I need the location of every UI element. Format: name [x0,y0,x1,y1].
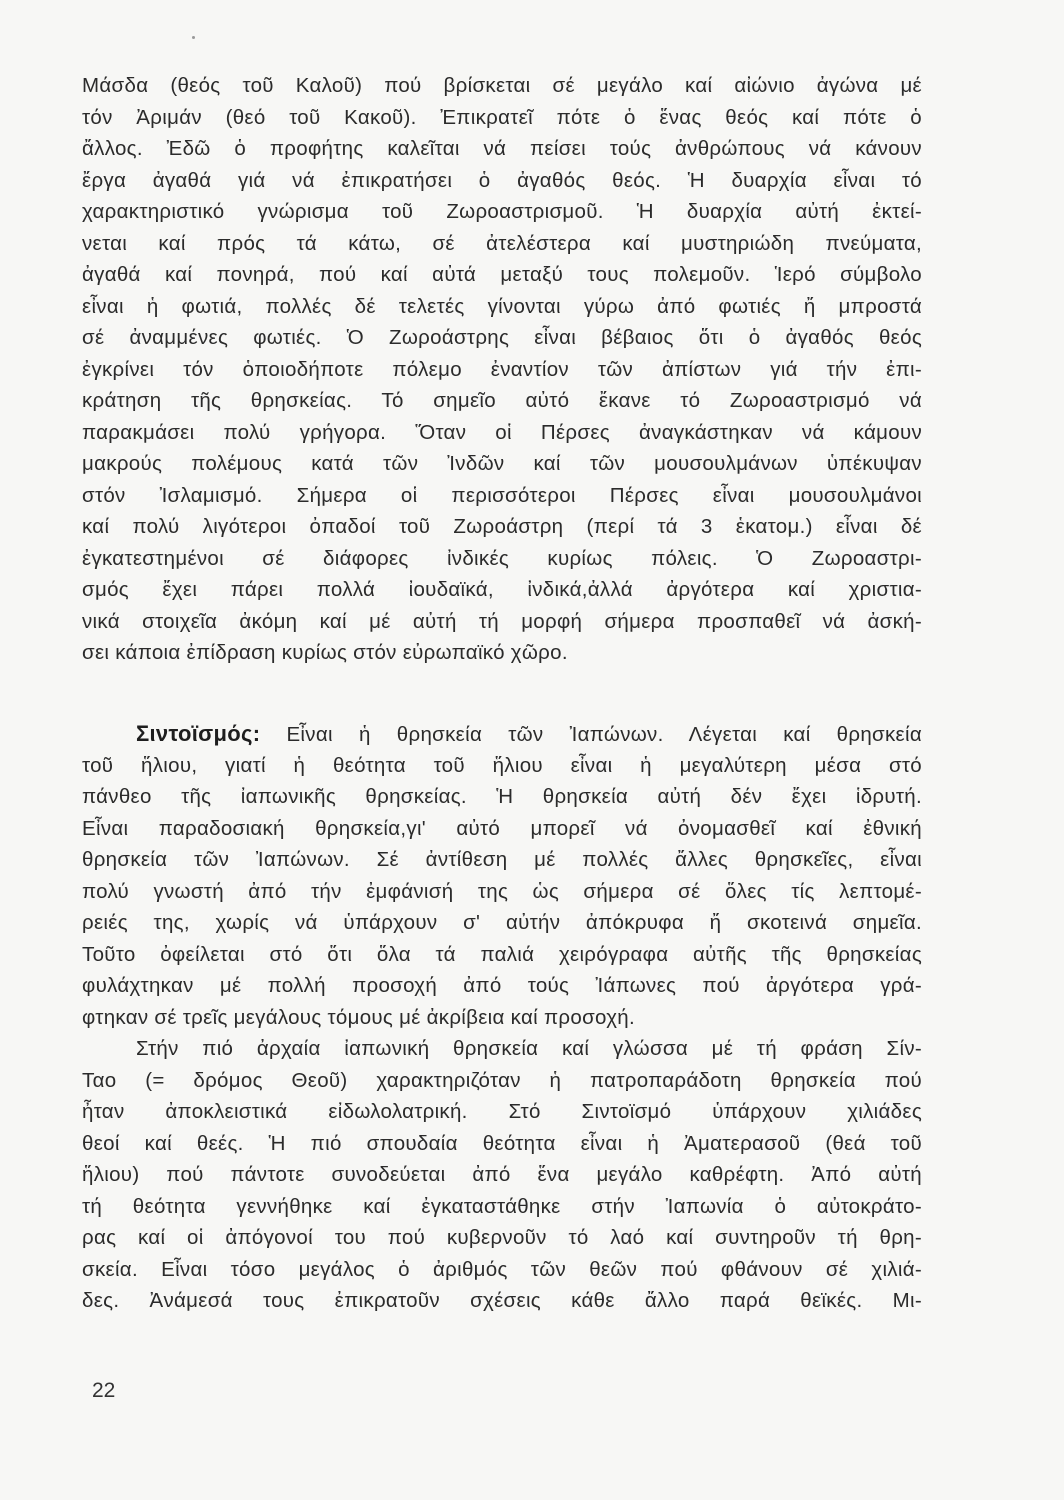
text-line: κράτηση τῆς θρησκείας. Τό σημεῖο αὐτό ἔκανε τό Ζωροαστρισμό νά [82,389,922,412]
text-line: δες. Ἀνάμεσά τους ἐπικρατοῦν σχέσεις κάθε ἄλλο παρά θεϊκές. Μι- [82,1289,922,1312]
text-line: Τοῦτο ὀφείλεται στό ὅτι ὅλα τά παλιά χειρόγραφα αὐτῆς τῆς θρησκείας [82,942,922,966]
text-line: σκεία. Εἶναι τόσο μεγάλος ὁ ἀριθμός τῶν θεῶν πού φθάνουν σέ χιλιά- [82,1257,922,1281]
text-line: Μάσδα (θεός τοῦ Καλοῦ) πού βρίσκεται σέ μεγάλο καί αἰώνιο ἀγώνα μέ [82,74,922,97]
heading-line-text: Εἶναι ἡ θρησκεία τῶν Ἰαπώνων. Λέγεται καί θρησκεία [286,723,922,746]
text-line: ἔργα ἀγαθά γιά νά ἐπικρατήσει ὁ ἀγαθός θεός. Ἡ δυαρχία εἶναι τό [82,168,922,192]
text-line: Ταο (= δρόμος Θεοῦ) χαρακτηριζόταν ἡ πατροπαράδοτη θρησκεία πού [82,1068,922,1092]
text-line: στόν Ἰσλαμισμό. Σήμερα οἱ περισσότεροι Πέρσες εἶναι μουσουλμάνοι [82,483,922,507]
section-heading: Σιντοϊσμός: [136,721,261,746]
text-line: ἐγκατεστημένοι σέ διάφορες ἰνδικές κυρίως πόλεις. Ὁ Ζωροαστρι- [82,546,922,570]
text-line: θεοί καί θεές. Ἡ πιό σπουδαία θεότητα εἶναι ἡ Ἀματερασοῦ (θεά τοῦ [82,1131,922,1155]
text-line: Εἶναι παραδοσιακή θρησκεία,γι' αὐτό μπορεῖ νά ὀνομασθεῖ καί ἐθνική [82,816,922,840]
text-line: πάνθεο τῆς ἰαπωνικῆς θρησκείας. Ἡ θρησκεία αὐτή δέν ἔχει ἱδρυτή. [82,785,922,808]
text-line: σμός ἔχει πάρει πολλά ἰουδαϊκά, ἰνδικά,ἀλλά ἀργότερα καί χριστια- [82,578,922,601]
text-line: θρησκεία τῶν Ἰαπώνων. Σέ ἀντίθεση μέ πολλές ἄλλες θρησκεῖες, εἶναι [82,848,922,871]
text-line: ρειές της, χωρίς νά ὑπάρχουν σ' αὐτήν ἀπόκρυφα ἤ σκοτεινά σημεῖα. [82,911,922,934]
text-line: τόν Ἀριμάν (θεό τοῦ Κακοῦ). Ἐπικρατεῖ πότε ὁ ἕνας θεός καί πότε ὁ [82,105,922,129]
text-line: ἄλλος. Ἐδῶ ὁ προφήτης καλεῖται νά πείσει τούς ἀνθρώπους νά κάνουν [82,137,922,160]
text-line: Στήν πιό ἀρχαία ἰαπωνική θρησκεία καί γλώσσα μέ τή φράση Σίν- [136,1037,922,1060]
text-line: χαρακτηριστικό γνώρισμα τοῦ Ζωροαστρισμοῦ. Ἡ δυαρχία αὐτή ἐκτεί- [82,200,922,223]
page-number: 22 [92,1379,116,1402]
text-line: φυλάχτηκαν μέ πολλή προσοχή ἀπό τούς Ἰάπωνες πού ἀργότερα γρά- [82,974,922,997]
text-line: τή θεότητα γεννήθηκε καί ἐγκαταστάθηκε στήν Ἰαπωνία ὁ αὐτοκράτο- [82,1194,922,1218]
text-line: ἐγκρίνει τόν ὁποιοδήποτε πόλεμο ἐναντίον τῶν ἀπίστων γιά τήν ἐπι- [82,357,922,381]
section-first-line [82,718,922,750]
text-line: ἀγαθά καί πονηρά, πού καί αὐτά μεταξύ τους πολεμοῦν. Ἱερό σύμβολο [82,263,922,286]
text-line: τοῦ ἥλιου, γιατί ἡ θεότητα τοῦ ἥλιου εἶναι ἡ μεγαλύτερη μέσα στό [82,753,922,777]
text-line: σει κάποια ἐπίδραση κυρίως στόν εὐρωπαϊκό χῶρο. [82,641,568,664]
text-line: νεται καί πρός τά κάτω, σέ ἀτελέστερα καί μυστηριώδη πνεύματα, [82,231,922,255]
text-line: ἥλιου) πού πάντοτε συνοδεύεται ἀπό ἕνα μεγάλο καθρέφτη. Ἀπό αὐτή [82,1163,922,1186]
text-line: παρακμάσει πολύ γρήγορα. Ὅταν οἱ Πέρσες ἀναγκάστηκαν νά κάμουν [82,420,922,444]
text-line: πολύ γνωστή ἀπό τήν ἐμφάνισή της ὡς σήμερα σέ ὅλες τίς λεπτομέ- [82,879,922,903]
text-line: μακρούς πολέμους κατά τῶν Ἰνδῶν καί τῶν μουσουλμάνων ὑπέκυψαν [82,452,922,475]
text-line: ρας καί οἱ ἀπόγονοί του πού κυβερνοῦν τό λαό καί συντηροῦν τή θρη- [82,1226,922,1249]
paragraph-zoroastrianism [82,70,922,669]
text-line: ἦταν ἀποκλειστικά εἰδωλολατρική. Στό Σιντοϊσμό ὑπάρχουν χιλιάδες [82,1100,922,1123]
text-line: καί πολύ λιγότεροι ὀπαδοί τοῦ Ζωροάστρη (περί τά 3 ἑκατομ.) εἶναι δέ [82,515,922,538]
text-line: εἶναι ἡ φωτιά, πολλές δέ τελετές γίνονται γύρω ἀπό φωτιές ἤ μπροστά [82,294,922,318]
section-shintoism [82,718,922,1317]
text-line: φτηκαν σέ τρεῖς μεγάλους τόμους μέ ἀκρίβεια καί προσοχή. [82,1005,635,1029]
text-line: σέ ἀναμμένες φωτιές. Ὁ Ζωροάστρης εἶναι βέβαιος ὅτι ὁ ἀγαθός θεός [82,326,922,349]
scan-speck [192,36,195,39]
text-line: νικά στοιχεῖα ἀκόμη καί μέ αὐτή τή μορφή σήμερα προσπαθεῖ νά ἀσκή- [82,609,922,633]
